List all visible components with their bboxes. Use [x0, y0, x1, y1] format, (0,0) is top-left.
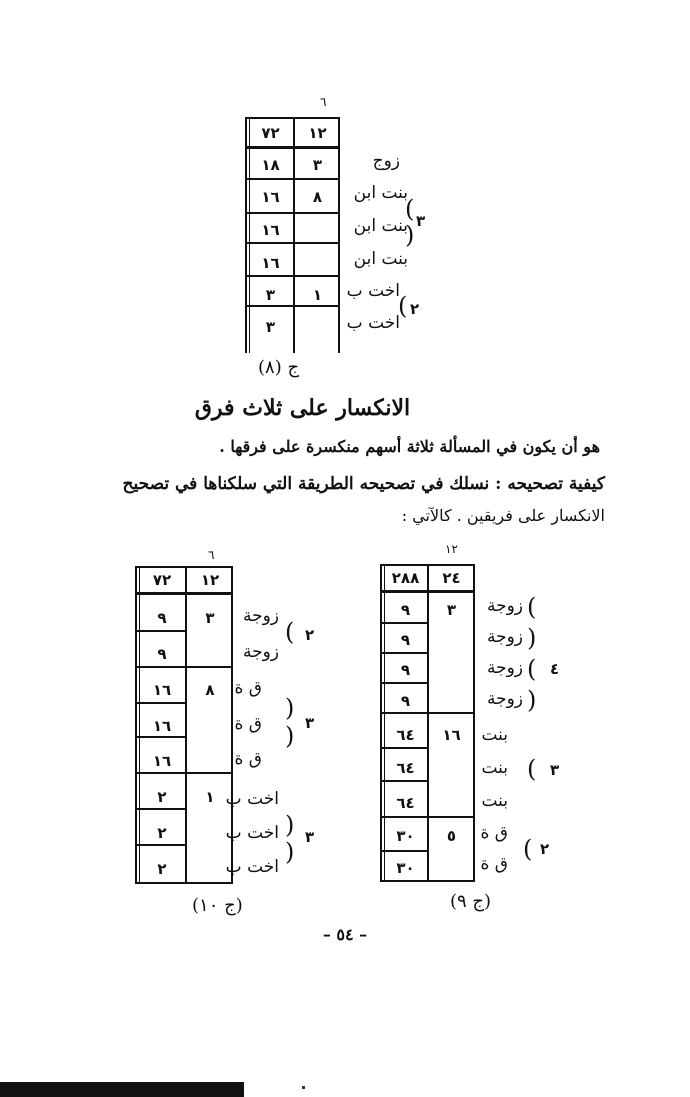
table-10-heir: اخت ب: [225, 789, 279, 809]
group-bracket: ): [405, 221, 415, 249]
group-bracket: (: [523, 835, 533, 863]
method-paragraph-line-1: كيفية تصحيحه : نسلك في تصحيحه الطريقة التي سلكناها في تصحيح: [122, 474, 605, 494]
scan-speck: [302, 1086, 305, 1089]
table-9-share: ٥: [446, 827, 457, 845]
table-9-corrected: ٩: [400, 692, 411, 710]
page-number: – ٥٤ –: [322, 925, 368, 944]
table-8-group-count: ٣: [416, 212, 426, 230]
table-10-group-count: ٢: [305, 626, 315, 644]
table-9-heir: بنت: [481, 791, 508, 811]
group-bracket: ): [285, 722, 295, 750]
table-9-corrected: ٣٠: [396, 859, 415, 877]
table-10-caption: (ج ١٠): [192, 895, 243, 916]
table-10-share: ٣: [205, 609, 215, 627]
table-9-group-count: ٤: [550, 660, 560, 678]
section-title: الانكسار على ثلاث فرق: [194, 395, 411, 421]
table-9-heir: ق ة: [480, 854, 508, 874]
table-9-corrected: ٦٤: [396, 794, 415, 812]
table-10-corrected: ١٦: [152, 717, 172, 735]
table-8-corrected: ١٦: [261, 221, 280, 239]
table-8-heir: زوج: [372, 151, 400, 171]
table-8-group-count: ٢: [410, 300, 420, 318]
table-8-heir: بنت ابن: [353, 183, 408, 203]
group-bracket: (: [527, 755, 537, 783]
table-8-base-number: ٦: [320, 95, 327, 109]
table-10-heir: اخت ب: [225, 823, 279, 843]
table-8-share: ٣: [312, 156, 323, 174]
table-9-heir: زوجة: [486, 658, 523, 678]
table-9-corrected: ٣٠: [396, 827, 415, 845]
group-bracket: (: [527, 655, 537, 683]
table-9-header-corrected: ٢٨٨: [391, 569, 420, 587]
table-10-share: ٨: [205, 681, 215, 699]
table-8-block: [240, 95, 440, 385]
table-10-block: [130, 548, 350, 928]
table-10-share: ١: [205, 788, 215, 806]
table-9-corrected: ٦٤: [396, 726, 415, 744]
table-10-header-share: ١٢: [200, 571, 220, 589]
table-9-group-count: ٢: [540, 840, 550, 858]
table-8-share: ١: [312, 286, 323, 304]
table-10-heir: زوجة: [242, 606, 279, 626]
table-8-share: ٨: [312, 188, 323, 206]
table-10-heir: ق ة: [234, 678, 262, 698]
group-bracket: ): [285, 694, 295, 722]
group-bracket: (: [398, 292, 408, 320]
table-9-caption: (ج ٩): [450, 891, 492, 912]
group-bracket: (: [285, 618, 295, 646]
table-8-header-share: ١٢: [308, 124, 327, 142]
table-9-header-share: ٢٤: [442, 569, 461, 587]
group-bracket: (: [405, 195, 415, 223]
table-8-header-corrected: ٧٢: [261, 124, 280, 142]
table-10-header-corrected: ٧٢: [152, 571, 172, 589]
table-10-corrected: ١٦: [152, 752, 172, 770]
method-paragraph-line-2: الانكسار على فريقين . كالآتي :: [401, 506, 605, 525]
group-bracket: ): [527, 686, 537, 714]
table-8-corrected: ٣: [265, 286, 276, 304]
table-8-heir: اخت ب: [346, 281, 400, 301]
scan-edge-bar: [0, 1082, 244, 1097]
table-10-corrected: ٢: [157, 860, 167, 878]
group-bracket: ): [285, 838, 295, 866]
table-10-base-number: ٦: [208, 548, 215, 562]
table-9-heir: بنت: [481, 725, 508, 745]
table-8-corrected: ١٨: [261, 156, 280, 174]
table-9-base-number: ١٢: [445, 542, 458, 556]
table-10-heir: ق ة: [234, 749, 262, 769]
table-10-corrected: ٢: [157, 824, 167, 842]
table-9-corrected: ٩: [400, 661, 411, 679]
table-10-corrected: ١٦: [152, 681, 172, 699]
table-9-corrected: ٩: [400, 601, 411, 619]
table-8-corrected: ١٦: [261, 254, 280, 272]
definition-paragraph: هو أن يكون في المسألة ثلاثة أسهم منكسرة على فرقها .: [219, 437, 600, 456]
table-8-caption: ج (٨): [258, 357, 300, 378]
table-9-corrected: ٦٤: [396, 759, 415, 777]
table-10-heir: ق ة: [234, 714, 262, 734]
group-bracket: ): [285, 811, 295, 839]
table-8-heir: بنت ابن: [353, 216, 408, 236]
table-9-group-count: ٣: [550, 761, 560, 779]
table-9-share: ١٦: [442, 726, 461, 744]
table-9-block: [375, 542, 590, 927]
table-10-corrected: ٩: [157, 609, 167, 627]
table-10-group-count: ٣: [305, 714, 315, 732]
table-9-heir: زوجة: [486, 627, 523, 647]
table-9-corrected: ٩: [400, 631, 411, 649]
table-10-heir: اخت ب: [225, 857, 279, 877]
table-10-corrected: ٩: [157, 645, 167, 663]
group-bracket: (: [527, 593, 537, 621]
table-9-heir: بنت: [481, 758, 508, 778]
table-8-heir: اخت ب: [346, 313, 400, 333]
table-9-heir: زوجة: [486, 689, 523, 709]
table-9-share: ٣: [446, 601, 457, 619]
table-10-corrected: ٢: [157, 788, 167, 806]
table-10-heir: زوجة: [242, 642, 279, 662]
table-9-heir: ق ة: [480, 823, 508, 843]
table-8-corrected: ٣: [265, 318, 276, 336]
table-9-heir: زوجة: [486, 596, 523, 616]
table-8-heir: بنت ابن: [353, 249, 408, 269]
group-bracket: ): [527, 624, 537, 652]
table-10-group-count: ٣: [305, 828, 315, 846]
table-8-corrected: ١٦: [261, 188, 280, 206]
